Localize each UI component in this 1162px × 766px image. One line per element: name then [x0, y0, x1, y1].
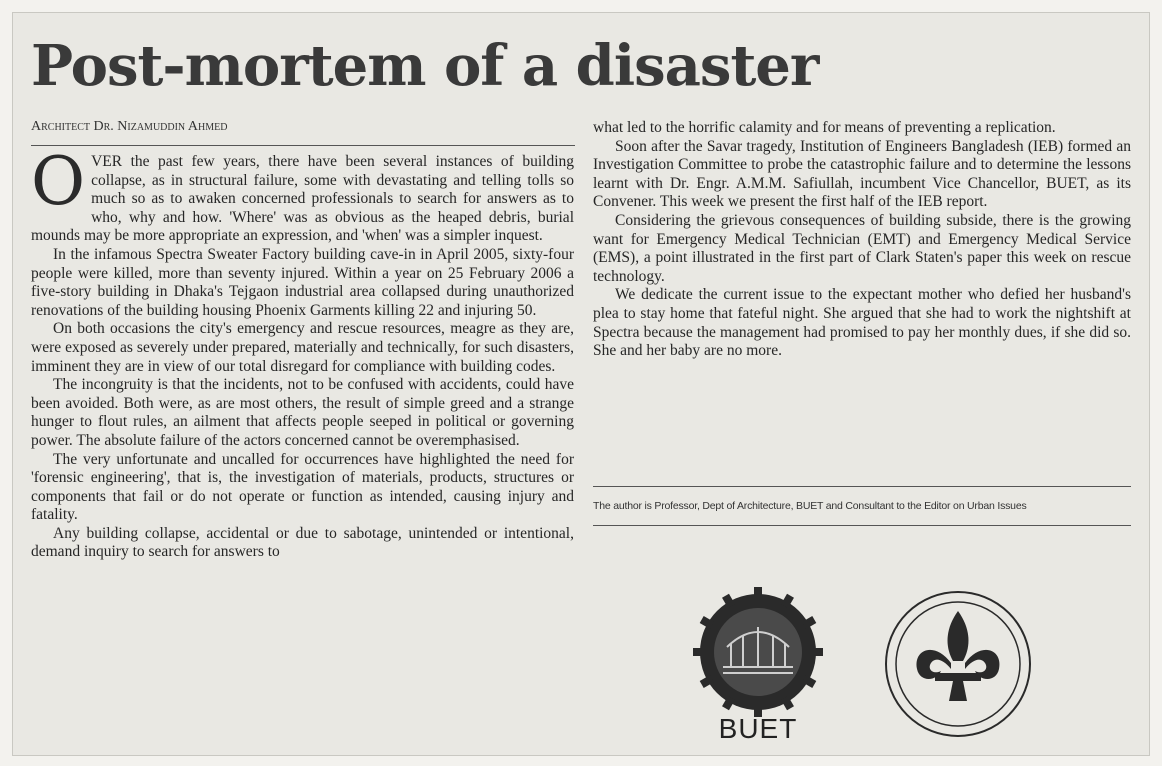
author-note: The author is Professor, Dept of Architecture, BUET and Consultant to the Editor on Urban Issues — [593, 500, 1027, 512]
fleur-de-lis-logo — [883, 589, 1033, 739]
article-paragraph: In the infamous Spectra Sweater Factory building cave-in in April 2005, sixty-four people were killed, more than seventy injured. Within a year on 25 February 2006 a five-story building in Dhaka's Tejgaon industrial area collapsed during unauthorized renovations of the building housing Phoenix Garments killing 22 and injuring 50. — [31, 245, 574, 319]
article-paragraph: We dedicate the current issue to the expectant mother who defied her husband's plea to stay home that fateful night. She argued that she had to work the nightshift at Spectra because the management had promised to pay her monthly dues, if she did so. She and her baby are no more. — [593, 286, 1131, 360]
note-rule-bottom — [593, 525, 1131, 526]
article-column-left — [31, 143, 574, 562]
dropcap-letter: O — [31, 143, 86, 220]
article-paragraph: The very unfortunate and uncalled for occurrences have highlighted the need for 'forensic engineering', that is, the investigation of materials, products, structures or components that fail or do not operate or function as intended, causing injury and fatality. — [31, 450, 574, 524]
article-paragraph: Considering the grievous consequences of building subside, there is the growing want for Emergency Medical Technician (EMT) and Emergency Medical Service (EMS), a point illustrated in the first part of Clark Staten's paper this week on rescue technology. — [593, 211, 1131, 285]
buet-gear-logo — [693, 587, 823, 717]
article-paragraph: Any building collapse, accidental or due to sabotage, unintended or intentional, demand inquiry to search for answers to — [31, 524, 574, 561]
byline: Architect Dr. Nizamuddin Ahmed — [31, 119, 228, 134]
article-paragraph: what led to the horrific calamity and for means of preventing a replication. — [593, 119, 1056, 136]
newspaper-page — [12, 12, 1150, 756]
article-paragraph: The incongruity is that the incidents, not to be confused with accidents, could have been avoided. Both were, as are most others, the result of simple greed and a strange hunger to flout rules, an ailment that affects people seeped in political or governing power. The absolute failure of the actors concerned cannot be overemphasised. — [31, 376, 574, 449]
byline-rule — [31, 145, 575, 146]
headline: Post-mortem of a disaster — [31, 33, 819, 99]
article-column-right — [593, 119, 1131, 361]
note-rule-top — [593, 486, 1131, 487]
article-paragraph: Soon after the Savar tragedy, Institution of Engineers Bangladesh (IEB) formed an Investigation Committee to probe the catastrophic failure and to determine the lessons learnt with Dr. Engr. A.M.M. Safiullah, incumbent Vice Chancellor, BUET, as its Convener. This week we present the first half of the IEB report. — [593, 137, 1131, 211]
buet-logo-label: BUET — [718, 713, 798, 744]
article-paragraph — [31, 143, 574, 246]
paragraph-text: VER the past few years, there have been several instances of building collapse, as in structural failure, some with devastating and telling tolls so much so as to awaken concerned professionals to search for answers as to who, why and how. 'Where' was as obvious as the heaped debris, burial mounds may be more appropriate an expression, and 'when' was a simpler inquest. — [31, 153, 574, 245]
article-paragraph: On both occasions the city's emergency and rescue resources, meagre as they are, were exposed as severely under prepared, materially and technically, for such disasters, imminent they are in view of our total disregard for compliance with building codes. — [31, 320, 574, 375]
